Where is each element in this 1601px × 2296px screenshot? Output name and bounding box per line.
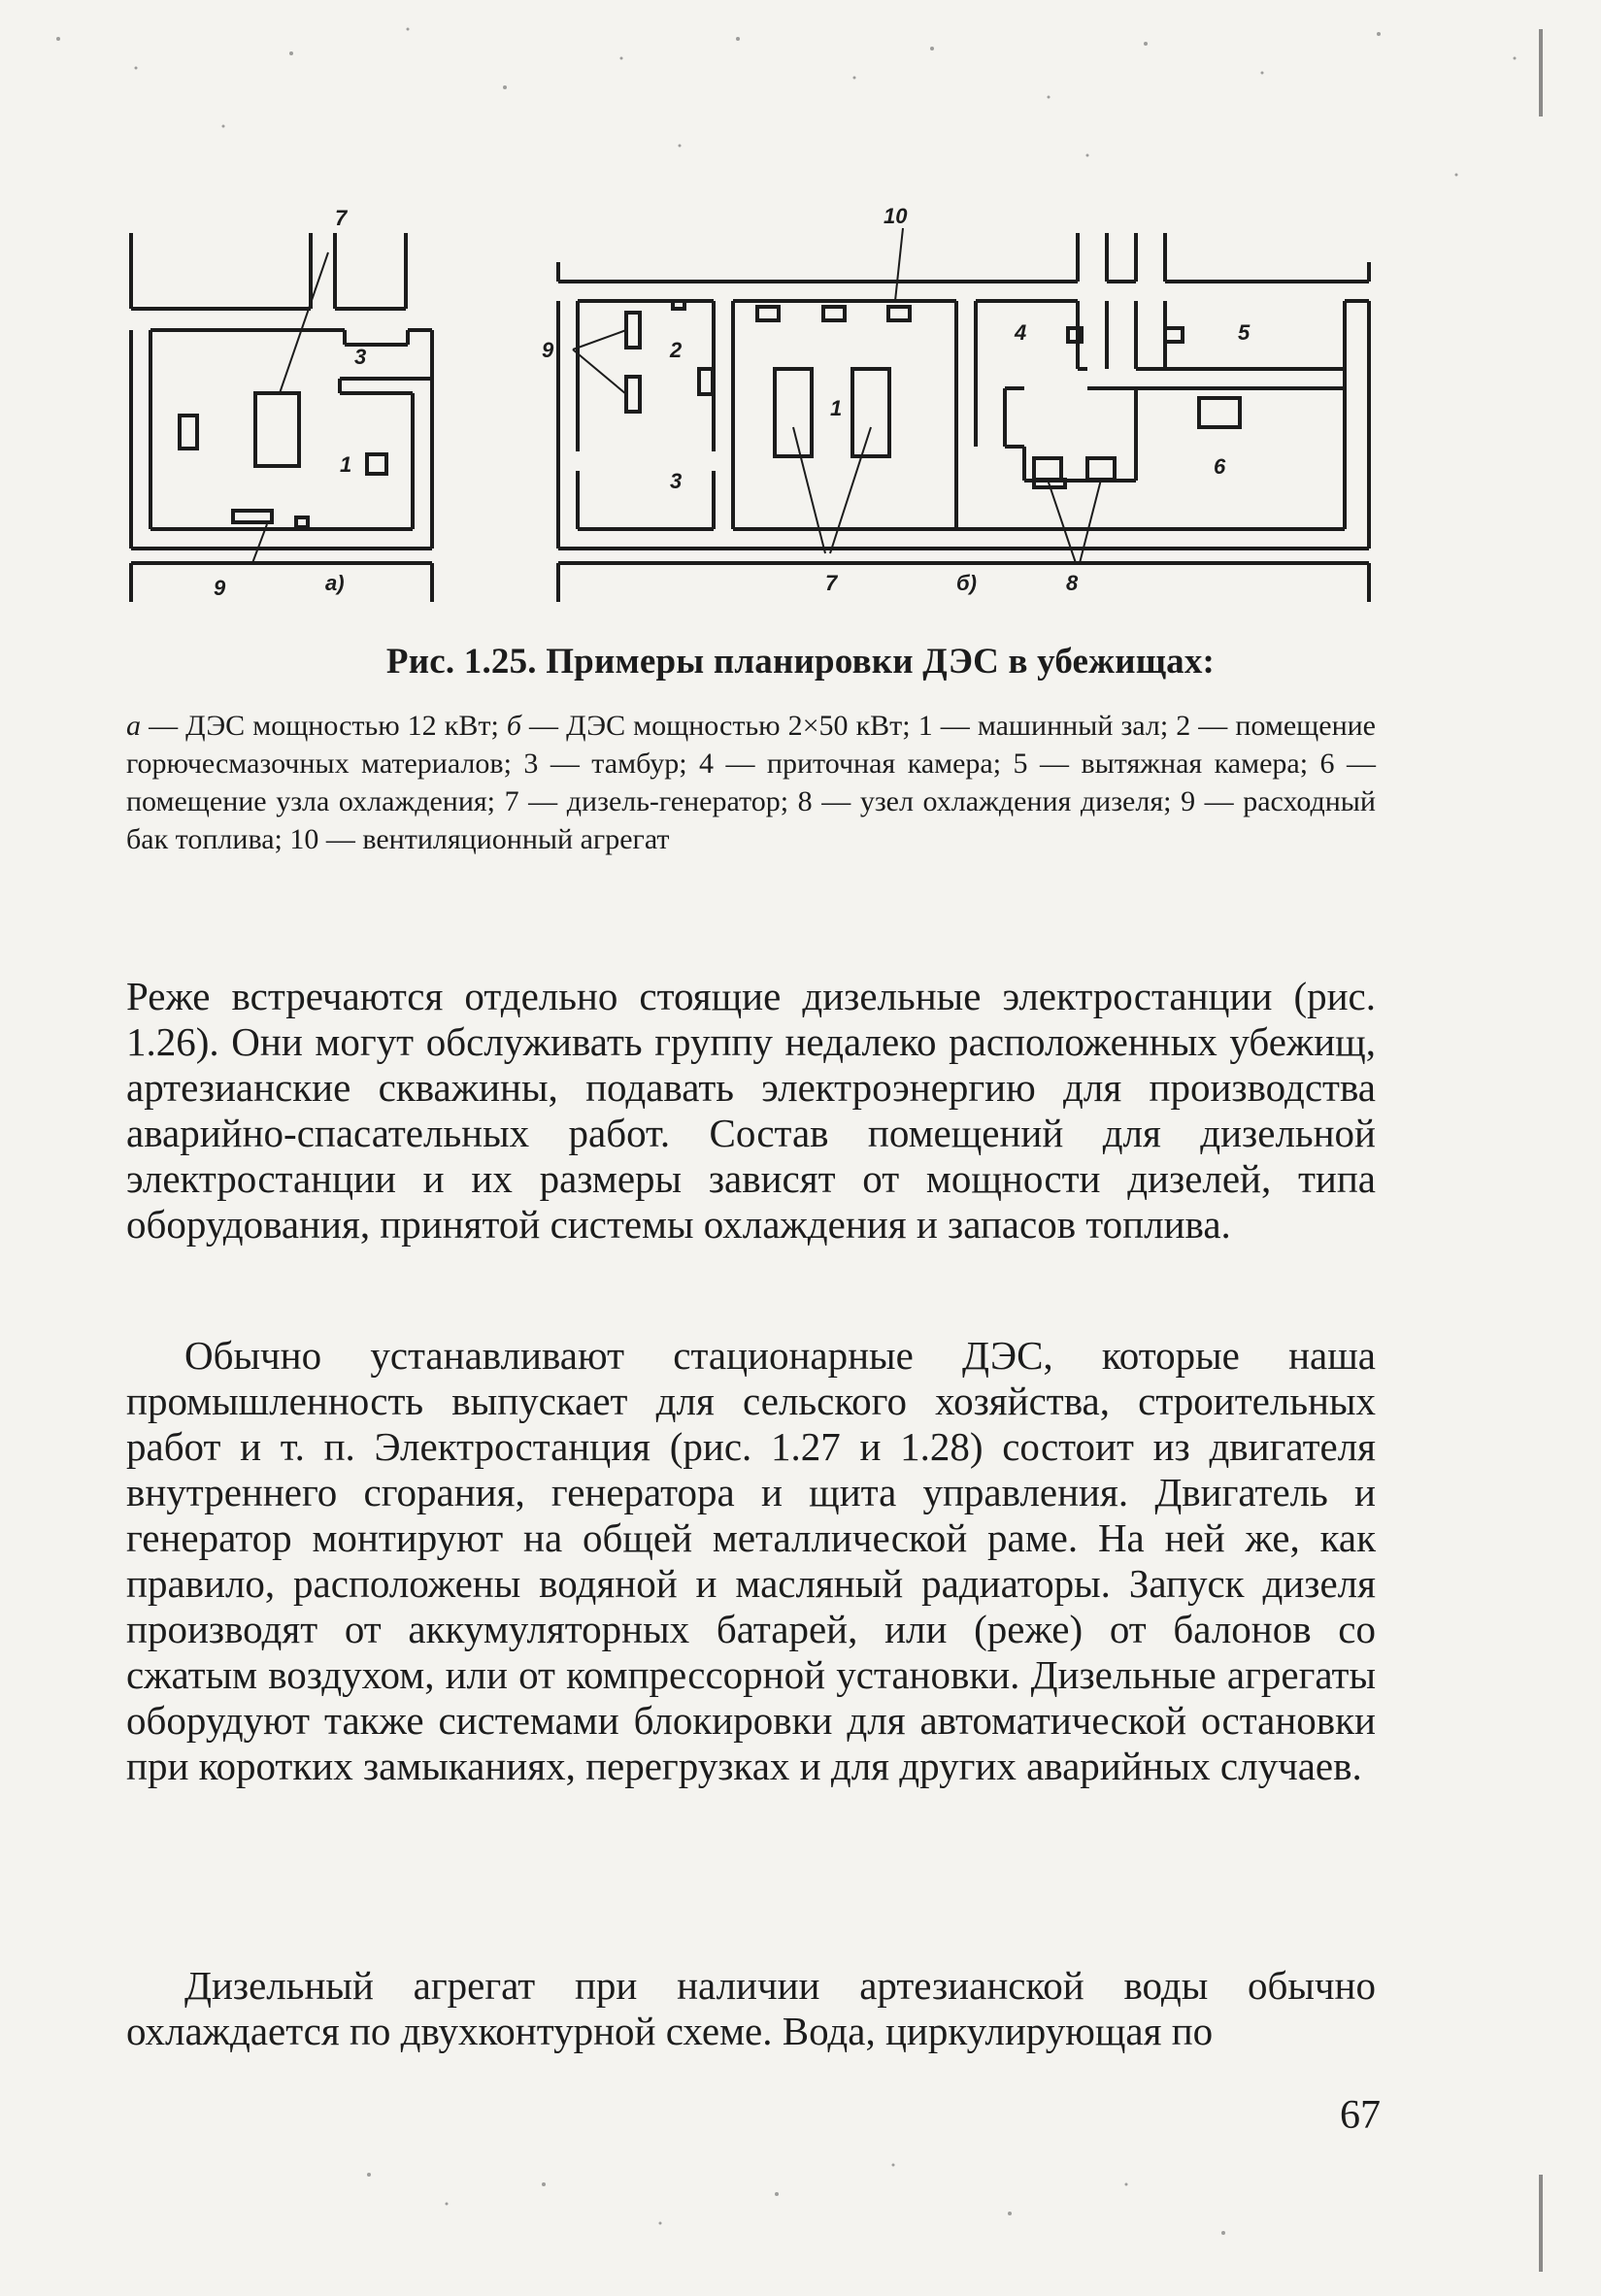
label-sub-a: а) xyxy=(325,571,345,595)
plan-b xyxy=(558,228,1369,602)
label-8-b: 8 xyxy=(1066,571,1079,595)
plan-a xyxy=(131,233,432,602)
label-7-a: 7 xyxy=(335,206,348,230)
scan-noise-top xyxy=(0,0,1601,214)
label-6-b: 6 xyxy=(1214,454,1226,479)
label-3-a: 3 xyxy=(354,345,367,369)
paragraph-2: Обычно устанавливают стационарные ДЭС, которые наша промышленность выпускает для сельского хозяйства, строительных работ и т. п. Электростанция (рис. 1.27 и 1.28) состоит из двигателя внутреннего сгорания, генератора и щита управления. Двигатель и генератор монтируют на общей металлической раме. На ней же, как правило, расположены водяной и масляный радиаторы. Запуск дизеля производят от аккумуляторных батарей, или (реже) от балонов со сжатым воздухом, или от компрессорной установки. Дизельные агрегаты оборудуют также системами блокировки для автоматической остановки при коротких замыканиях, перегрузках и для других аварийных случаев. xyxy=(126,1333,1376,1788)
page-number: 67 xyxy=(1340,2093,1381,2138)
paragraph-3: Дизельный агрегат при наличии артезианской воды обычно охлаждается по двухконтурной схеме. Вода, циркулирующая по xyxy=(126,1963,1376,2053)
label-1-b: 1 xyxy=(830,396,843,420)
figure-caption-title: Рис. 1.25. Примеры планировки ДЭС в убежищах: xyxy=(385,642,1216,682)
figure-legend xyxy=(126,707,1376,858)
floor-plan-figure xyxy=(107,204,1388,612)
label-4-b: 4 xyxy=(1015,320,1027,345)
paragraph-1: Реже встречаются отдельно стоящие дизельные электростанции (рис. 1.26). Они могут обслуживать группу недалеко расположенных убежищ, артезианские скважины, подавать электроэнергию для производства аварийно-спасательных работ. Состав помещений для дизельной электростанции и их размеры зависят от мощности дизелей, типа оборудования, принятой системы охлаждения и запасов топлива. xyxy=(126,974,1376,1247)
label-sub-b: б) xyxy=(956,571,977,595)
scan-noise-bottom xyxy=(0,2136,1601,2296)
legend-b-letter: б xyxy=(506,710,521,742)
legend-rest: — ДЭС мощностью 2×50 кВт; 1 — машинный зал; 2 — помещение горючесмазочных материалов; 3 — тамбур; 4 — приточная камера; 5 — вытяжная камера; 6 — помещение узла охлаждения; 7 — дизель-генератор; 8 — узел охлаждения дизеля; 9 — расходный бак топлива; 10 — вентиляционный агрегат xyxy=(126,710,1376,855)
legend-a-letter: а xyxy=(126,710,141,742)
label-2-b: 2 xyxy=(670,338,683,362)
label-9-b: 9 xyxy=(542,338,554,362)
label-7-b: 7 xyxy=(825,571,838,595)
label-5-b: 5 xyxy=(1238,320,1251,345)
label-3-b: 3 xyxy=(670,469,683,493)
label-10: 10 xyxy=(884,204,908,228)
legend-a-text: — ДЭС мощностью 12 кВт; xyxy=(141,710,507,742)
label-1-a: 1 xyxy=(340,452,352,477)
floor-plan-drawing xyxy=(107,204,1388,612)
label-9-a: 9 xyxy=(214,576,226,600)
